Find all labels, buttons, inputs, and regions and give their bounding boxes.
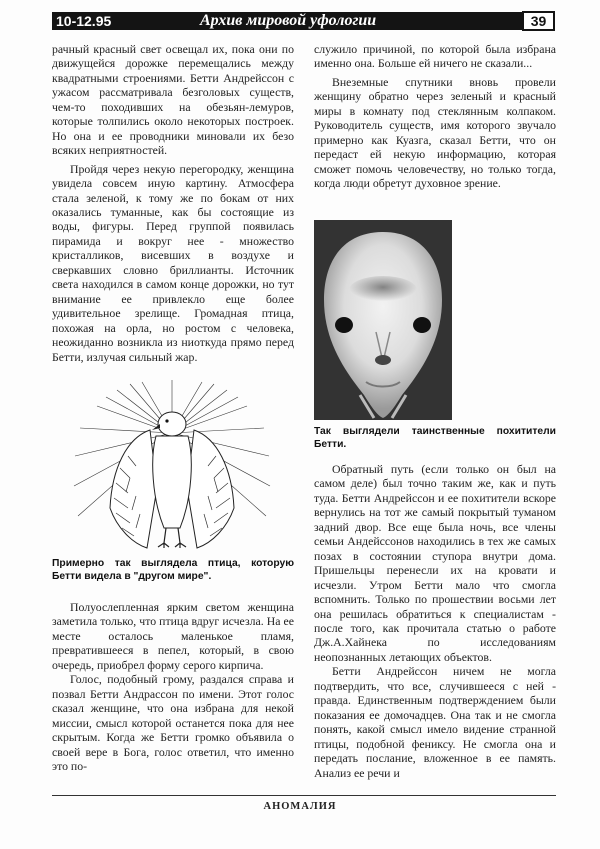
section-title: Архив мировой уфологии [200,12,377,29]
paragraph: Обратный путь (если только он был на самом деле) был точно таким же, как и путь туда. Бетти Андрейссон и ее похитители вскоре вернулись на тот же самый покрытый туманом задний двор. Все еще была ночь, все члены семьи Андейссонов находились в тех же самых позах в состоянии ступора внутри дома. Пришельцы перенесли их на кровати и исчезли. Утром Бетти мало что смогла вспомнить. Только по прошествии восьми лет она решилась обратиться к специалистам - после того, как прочитала статью о работе Дж.А.Хайнека по исследованиям неопознанных летающих объектов. [314,462,556,664]
page-number: 39 [522,11,555,31]
paragraph: Голос, подобный грому, раздался справа и позвал Бетти Андрассон по имени. Этот голос сказал женщине, что она избрана для некой миссии, смысл которой останется пока для нее скрытым. Когда же Бетти громко объявила о своей вере в Бога, голос ответил, что именно это по- [52,672,294,773]
paragraph: Полуослепленная ярким светом женщина заметила только, что птица вдруг исчезла. На ее месте осталось маленькое пламя, превратившееся в пепел, который, в свою очередь, приобрел форму серого кирпича. [52,600,294,672]
footer-rule [52,795,556,796]
left-column-top [52,42,294,364]
alien-face-photo [314,220,452,420]
right-column-bottom [314,462,556,780]
eagle-illustration [72,378,272,550]
paragraph: Внеземные спутники вновь провели женщину обратно через зеленый и красный миры в комнату под стеклянным колпаком. Руководитель существ, имя которого звучало примерно как Куазга, сказал Бетти, что он передаст ей некую информацию, которая сможет помочь человечеству, но только тогда, когда люди обретут духовное зрение. [314,74,556,191]
paragraph: рачный красный свет освещал их, пока они по движущейся дорожке перемещались между квадратными строениями. Бетти Андрейссон с ужасом рассматривала безголовых существ, чем-то походивших на обезьян-лемуров, которые толпились около некоторых построек. Но она и ее проводники миновали их безо всяких неприятностей. [52,42,294,158]
left-column-bottom [52,600,294,773]
paragraph: служило причиной, по которой была избрана именно она. Больше ей ничего не сказали... [314,42,556,71]
footer-magazine-name: АНОМАЛИЯ [263,801,337,812]
bird-caption: Примерно так выглядела птица, которую Бетти видела в "другом мире". [52,558,294,582]
right-column-top [314,42,556,191]
paragraph: Бетти Андрейссон ничем не могла подтвердить, что все, случившееся с ней - правда. Единственным подтверждением были показания ее домочадцев. Она так и не смогла понять, какой смысл имело видение странной птицы, подобной фениксу. Не смогла она и передать послание, вложенное в ее память. Анализ ее речи и [314,664,556,780]
issue-date: 10-12.95 [56,13,112,29]
paragraph: Пройдя через некую перегородку, женщина увидела совсем иную картину. Атмосфера стала зеленой, к тому же по бокам от них оказались туманные, как бы состоящие из воды, фигуры. Перед группой появилась пирамида и вокруг нее - множество кристалликов, висевших в воздухе и сверкавших словно бриллианты. Источник света находился в самом конце дорожки, но тут внимание ее привлекло еще более удивительное зрелище. Громадная птица, похожая на орла, но ростом с человека, неожиданно возникла из ниоткуда прямо перед Бетти, излучая сильный жар. [52,161,294,364]
alien-caption: Так выглядели таинственные похитители Бетти. [314,426,556,450]
